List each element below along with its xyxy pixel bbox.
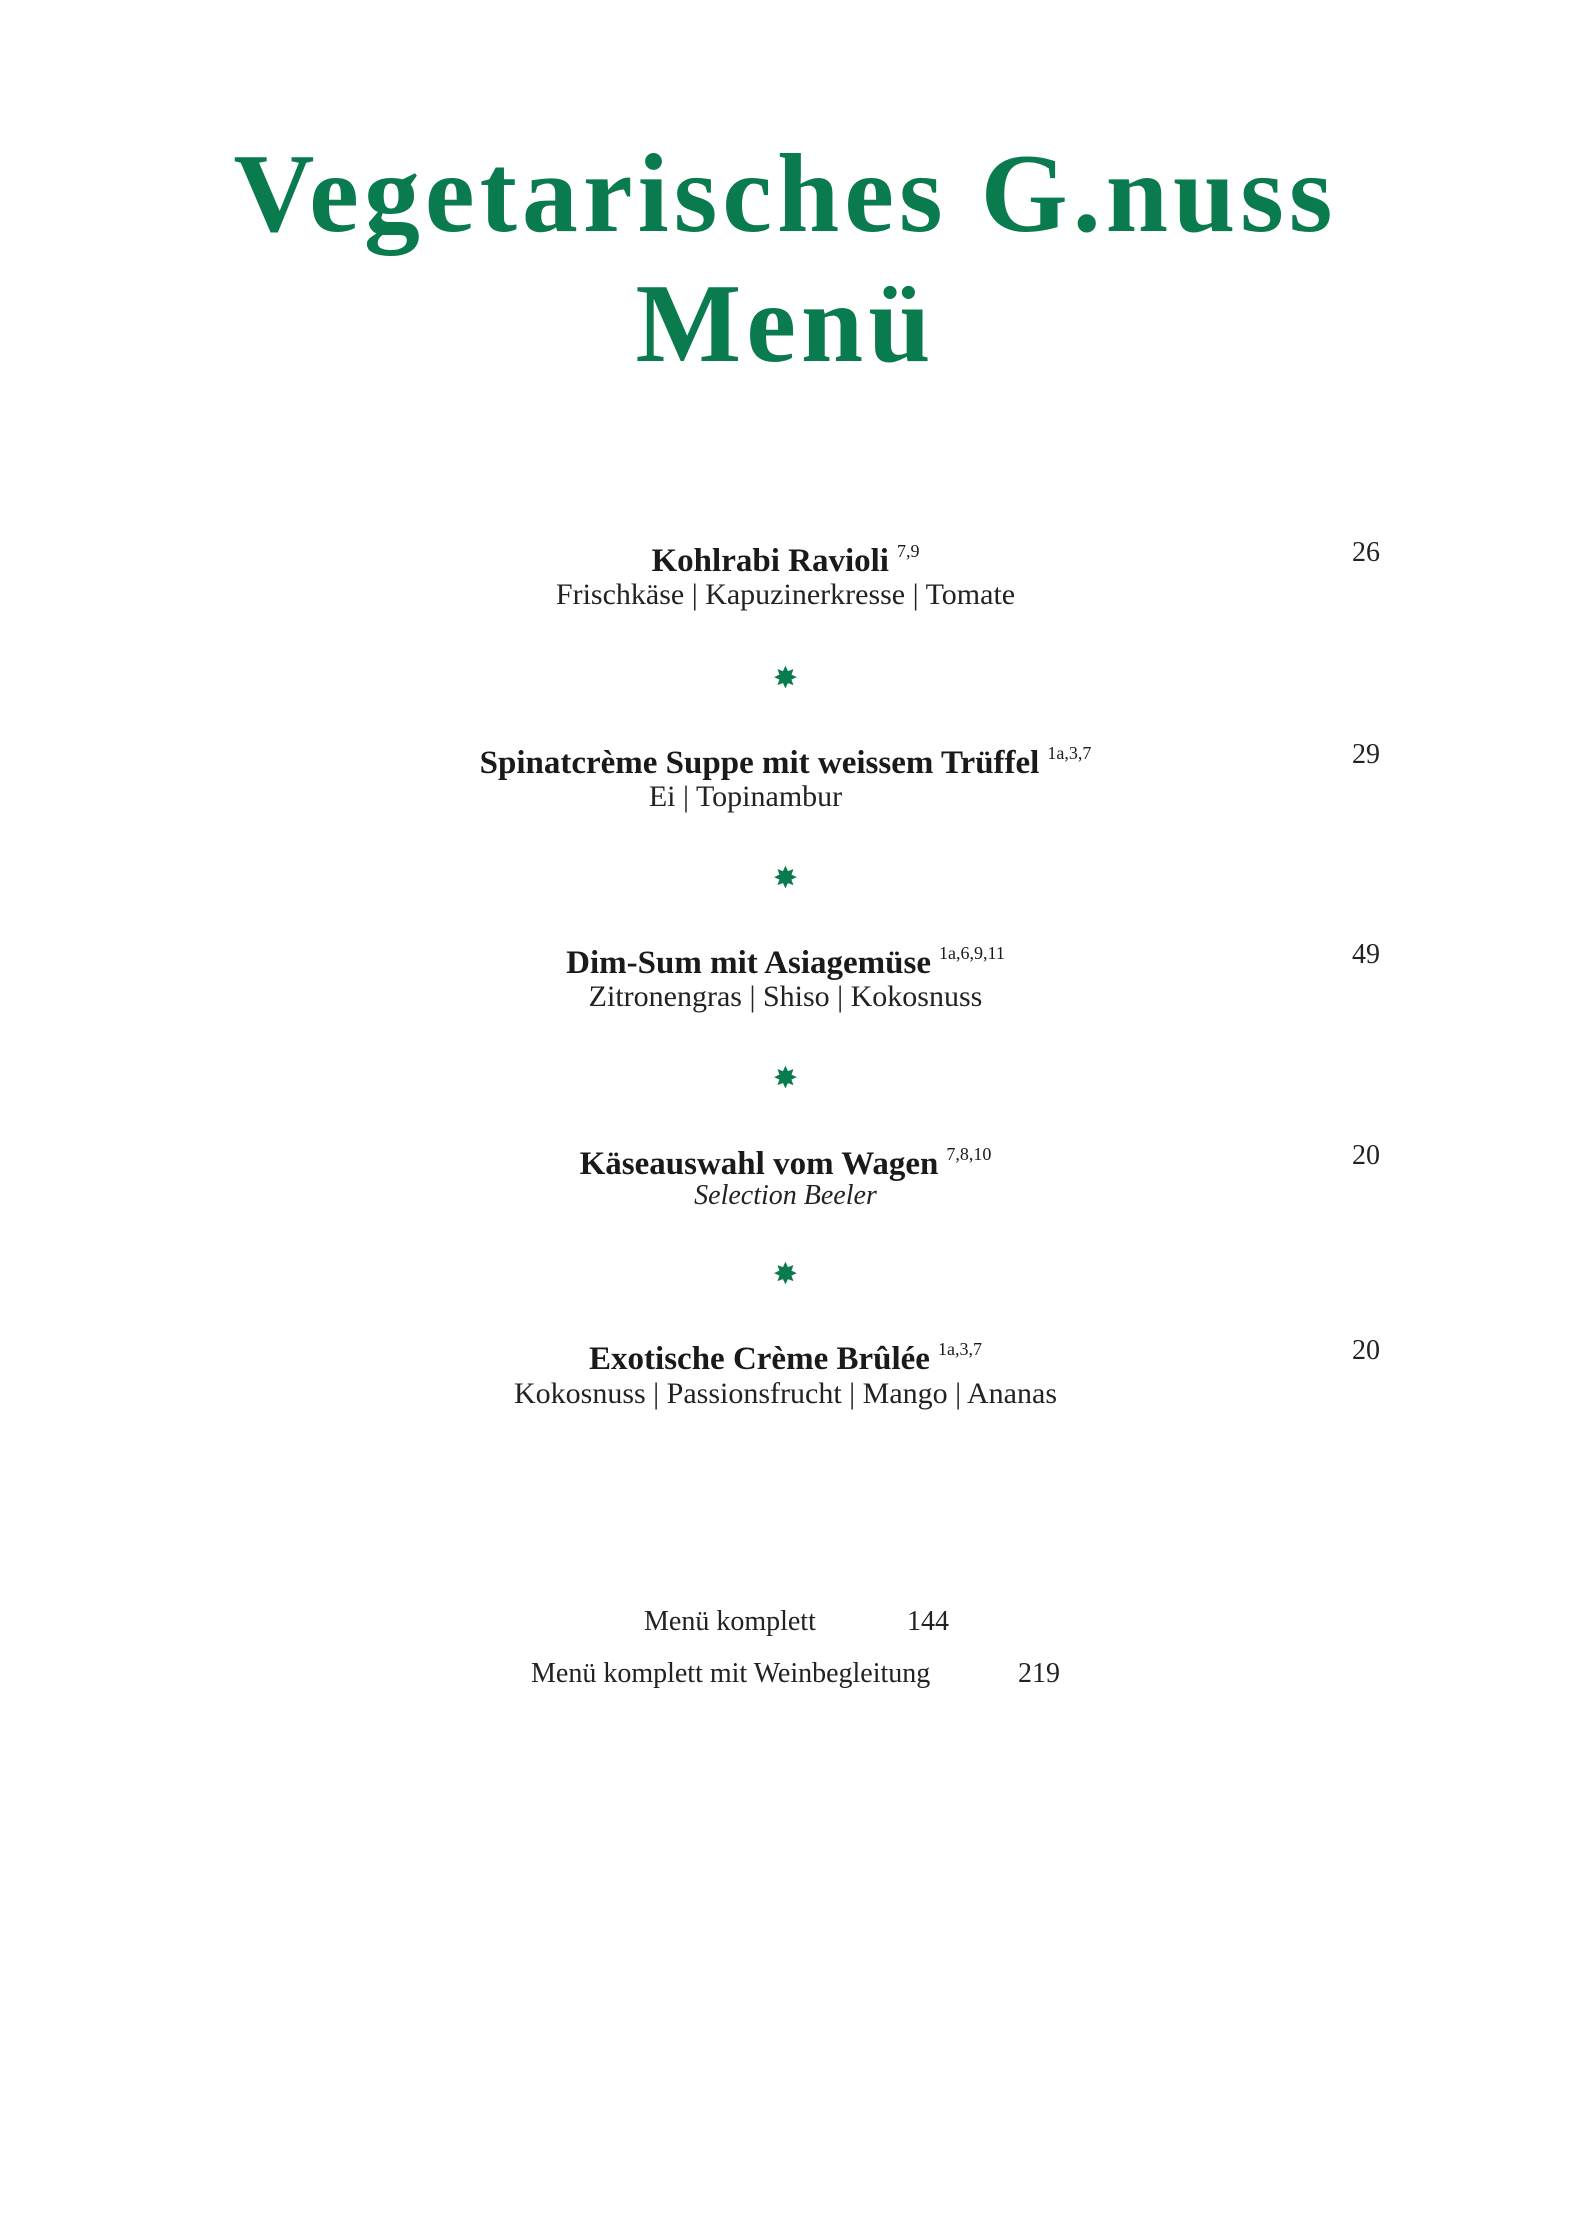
summary-label: Menü komplett — [644, 1606, 816, 1637]
star-separator-icon: ✸ — [772, 662, 799, 695]
dish-title: Kohlrabi Ravioli — [651, 543, 889, 579]
allergen-codes: 1a,3,7 — [937, 1339, 982, 1359]
allergen-codes: 7,9 — [896, 541, 920, 561]
dish-price: 29 — [1352, 739, 1380, 770]
dish-title: Dim-Sum mit Asiagemüse — [566, 945, 931, 981]
dish-title: Spinatcrème Suppe mit weissem Trüffel — [479, 745, 1040, 781]
dish-description: Selection Beeler — [694, 1180, 877, 1211]
dish-title: Exotische Crème Brûlée — [589, 1341, 930, 1377]
dish-title: Käseauswahl vom Wagen — [579, 1146, 939, 1182]
dish-description: Ei | Topinambur — [648, 780, 843, 813]
dish-price: 49 — [1352, 939, 1380, 970]
allergen-codes: 1a,3,7 — [1047, 743, 1092, 763]
dish-price: 26 — [1352, 537, 1380, 568]
summary-label: Menü komplett mit Weinbegleitung — [531, 1658, 931, 1689]
allergen-codes: 1a,6,9,11 — [939, 943, 1005, 963]
menu-title-line-2: Menü — [635, 262, 936, 386]
summary-price: 219 — [1018, 1658, 1060, 1689]
dish-description: Kokosnuss | Passionsfrucht | Mango | Ananas — [513, 1377, 1057, 1410]
dish-description: Frischkäse | Kapuzinerkresse | Tomate — [555, 578, 1016, 611]
star-separator-icon: ✸ — [772, 1258, 799, 1291]
star-separator-icon: ✸ — [772, 1062, 799, 1095]
dish-description: Zitronengras | Shiso | Kokosnuss — [588, 980, 983, 1013]
menu-title-line-1: Vegetarisches G.nuss — [233, 132, 1338, 256]
summary-price: 144 — [907, 1606, 949, 1637]
allergen-codes: 7,8,10 — [946, 1144, 992, 1164]
dish-price: 20 — [1352, 1140, 1380, 1171]
dish-price: 20 — [1352, 1335, 1380, 1366]
star-separator-icon: ✸ — [772, 862, 799, 895]
